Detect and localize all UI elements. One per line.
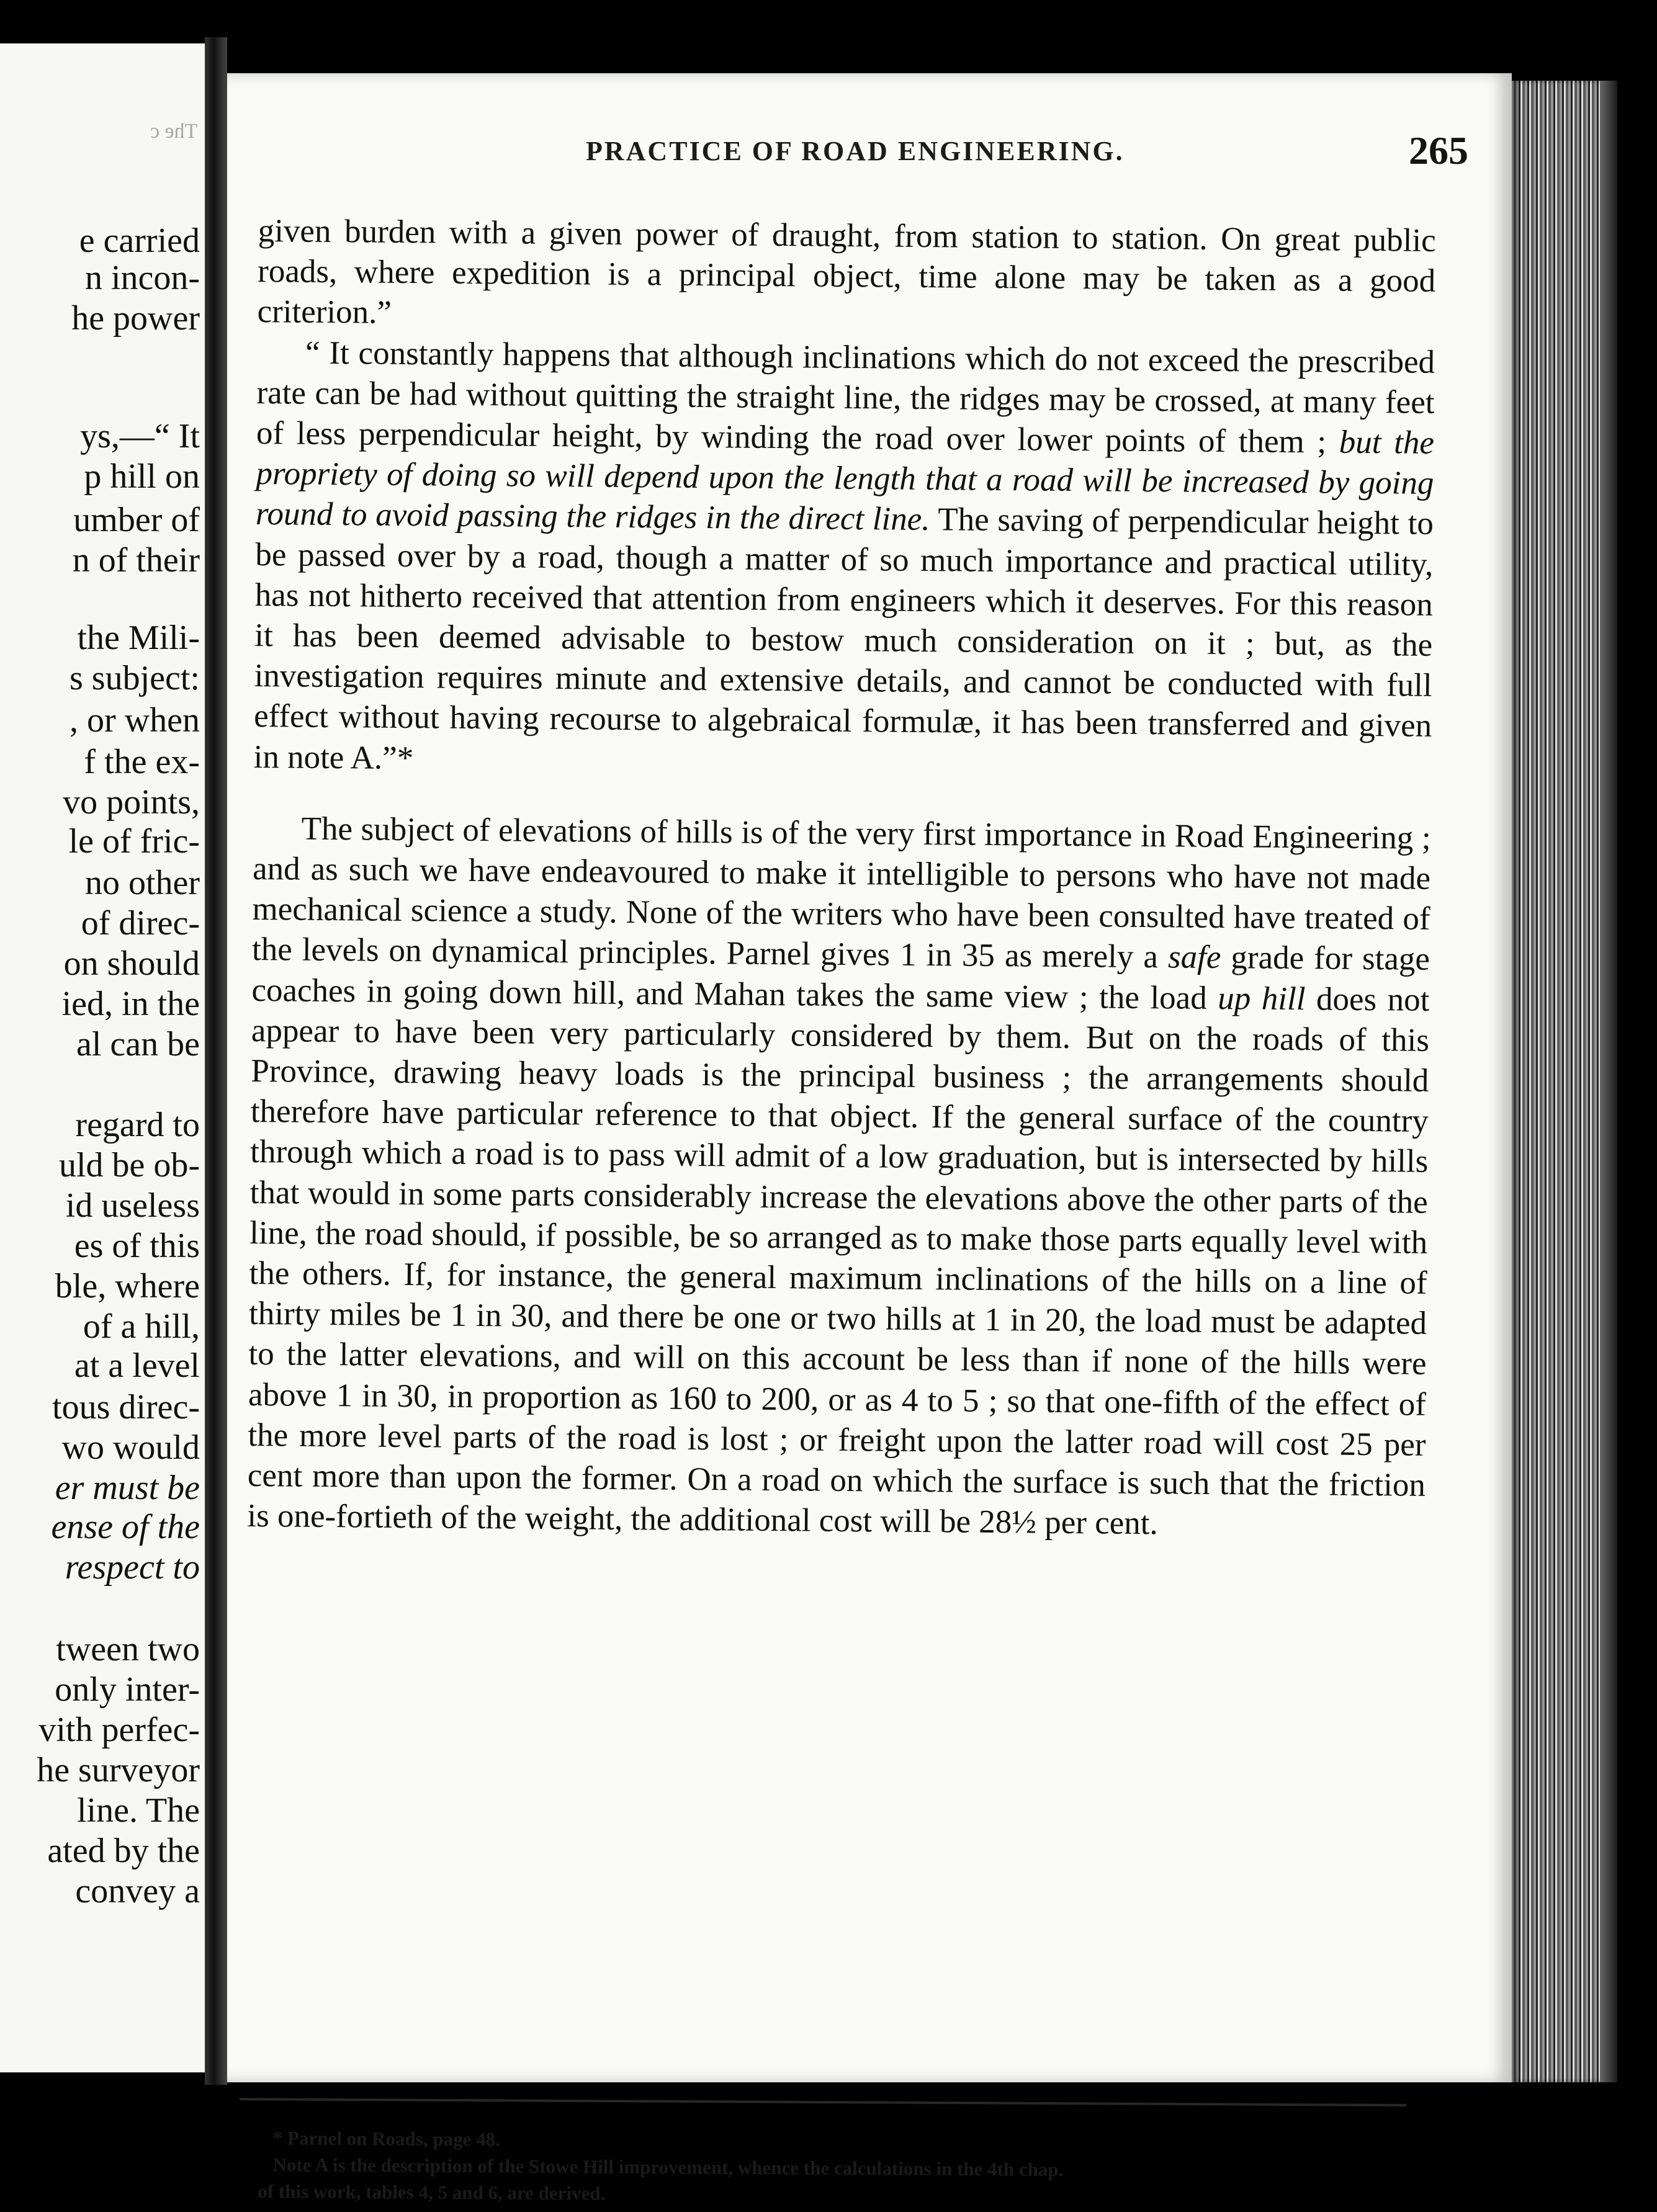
left-page-line: al can be <box>76 1025 200 1063</box>
left-page-line: no other <box>84 864 200 902</box>
left-page-line: p hill on <box>84 457 200 496</box>
left-page-line: of a hill, <box>83 1307 200 1346</box>
left-page-line: er must be <box>55 1469 200 1507</box>
left-page-line: n of their <box>72 541 200 580</box>
paragraph-2-text-before: “ It constantly happens that although inclinations which do not exceed the prescribed rate can be had without quitting the straight line, the ridges may be crossed, at many feet of less perpendicular height, by winding the road over lower points of them ; <box>256 334 1435 460</box>
paragraph-2 <box>253 333 1435 787</box>
left-page-bleed-through: The c <box>150 120 197 143</box>
paragraph-3 <box>247 808 1431 1547</box>
left-page-line: regard to <box>75 1106 200 1144</box>
paragraph-1-text: given burden with a given power of draught, from station to station. On great public roads, where expedition is a principal object, time alone may be taken as a good criterion.” <box>257 212 1436 331</box>
left-page-line: le of fric- <box>68 822 200 861</box>
left-page-line: ied, in the <box>61 985 200 1023</box>
book-page-edges <box>1512 81 1617 2082</box>
page-number: 265 <box>1409 128 1468 172</box>
right-page <box>227 73 1512 2205</box>
left-page-line: n incon- <box>84 259 200 297</box>
paragraph-3-segment-3: does not appear to have been very particularly considered by them. But on the roads of this Province, drawing heavy loads is the principal business ; the arrangements should therefore have particular reference to that object. If the general surface of the country through which a road is to pass will admit of a low graduation, but is intersected by hills that would in some parts considerably increase the elevations above the other parts of the line, the road should, if possible, be so arranged as to make those parts equally level with the others. If, for instance, the general maximum inclinations of the hills on a line of thirty miles be 1 in 30, and there be one or two hills at 1 in 20, the load must be adapted to the latter elevations, and will on this account be less than if none of the hills were above 1 in 30, in proportion as 160 to 200, or as 4 to 5 ; so that one-fifth of the effect of the more level parts of the road is lost ; or freight upon the latter road will cost 25 per cent more than upon the former. On a road on which the surface is such that the friction is one-fortieth of the weight, the additional cost will be 28½ per cent. <box>247 980 1430 1542</box>
left-page-line: es of this <box>74 1227 200 1265</box>
left-page-line: line. The <box>76 1791 200 1830</box>
left-page-line: ated by the <box>47 1832 200 1870</box>
left-page-line: the Mili- <box>77 619 200 657</box>
left-page-line: ble, where <box>55 1267 200 1305</box>
left-page-line: vith perfec- <box>38 1711 200 1749</box>
left-page-line: e carried <box>79 222 200 260</box>
left-page-line: tween two <box>56 1630 200 1668</box>
footnote-note-a-line-1: Note A is the description of the Stowe Hill improvement, whence the calculations in the 4th chap. <box>272 2154 1064 2180</box>
left-page-line: ense of the <box>51 1508 200 1546</box>
left-page-line: only inter- <box>55 1670 200 1709</box>
paragraph-2-text-after: The saving of perpendicular height to be passed over by a road, though a matter of so much importance and practical utility, has not hitherto received that attention from engineers which it deserves. For this reason it has been deemed advisable to bestow much consideration on it ; but, as the investigation requires minute and extensive details, and cannot be conducted with full effect without having recourse to algebraical formulæ, it has been transferred and given in note A.”* <box>253 501 1434 776</box>
footnote-note-a-line-2: of this work, tables 4, 5 and 6, are derived. <box>258 2180 606 2205</box>
left-page-line: convey a <box>75 1872 200 1910</box>
book-gutter <box>205 37 227 2085</box>
left-page-line: he surveyor <box>37 1751 200 1789</box>
left-page-line: ys,—“ It <box>80 417 200 455</box>
left-page-line: id useless <box>65 1186 200 1225</box>
left-page-line: tous direc- <box>52 1388 200 1426</box>
left-page-line: s subject: <box>70 659 200 697</box>
left-page-line: f the ex- <box>84 743 200 781</box>
left-page-line: on should <box>63 944 200 983</box>
main-text <box>247 211 1436 1546</box>
footnote-parnel: * Parnel on Roads, page 48. <box>272 2127 500 2151</box>
paragraph-1 <box>257 211 1436 343</box>
paragraph-3-italic-safe: safe <box>1167 939 1221 976</box>
paragraph-3-segment-1: The subject of elevations of hills is of the very first importance in Road Engineering ; and as such we have endeavoured to make it intelligible to persons who have not made mechanical science a study. None of the writers who have been consulted have treated of the levels on dynamical principles. Parnel gives 1 in 35 as merely a <box>251 810 1431 975</box>
footnote-separator <box>240 2098 1406 2107</box>
left-page-line: at a level <box>74 1346 200 1385</box>
running-title: PRACTICE OF ROAD ENGINEERING. <box>586 136 1125 166</box>
left-page-line: of direc- <box>81 904 200 943</box>
left-page-line: vo points, <box>63 783 200 822</box>
left-page-line: wo would <box>61 1428 200 1467</box>
left-page-line: he power <box>71 299 200 338</box>
paragraph-3-italic-up-hill: up hill <box>1218 980 1306 1017</box>
running-header <box>227 128 1512 185</box>
footnotes <box>258 2125 1431 2212</box>
left-page-line: respect to <box>65 1548 200 1587</box>
paragraph-3-segment-2: grade for stage coaches in going down hill, and Mahan takes the same view ; the load <box>251 939 1430 1016</box>
paragraph-2-italic: but the propriety of doing so will depend upon the length that a road will be increased by going round to avoid passing the ridges in the direct line. <box>255 424 1435 538</box>
left-page-line: , or when <box>70 701 200 740</box>
left-facing-page <box>0 43 210 2072</box>
left-page-line: umber of <box>73 501 200 539</box>
left-page-line: uld be ob- <box>58 1146 200 1184</box>
